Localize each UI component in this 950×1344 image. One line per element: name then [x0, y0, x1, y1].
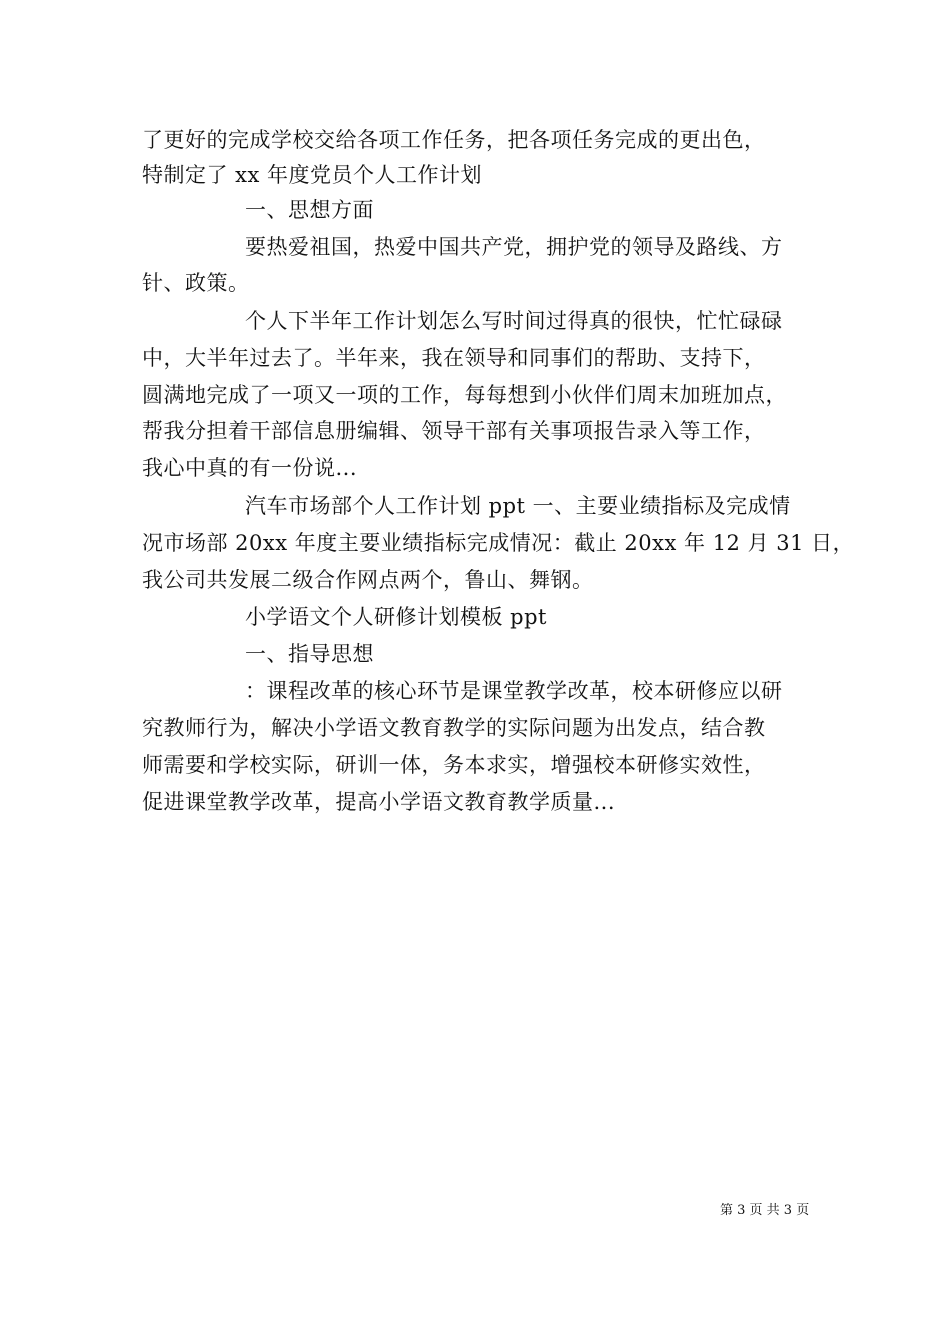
text-line-9: 帮我分担着干部信息册编辑、领导干部有关事项报告录入等工作， — [142, 419, 766, 443]
section-title-study-plan: 小学语文个人研修计划模板 ppt — [245, 605, 547, 629]
text-line-6: 个人下半年工作计划怎么写时间过得真的很快，忙忙碌碌 — [245, 309, 783, 333]
text-line-5: 针、政策。 — [142, 271, 250, 295]
text-line-4: 要热爱祖国，热爱中国共产党，拥护党的领导及路线、方 — [245, 235, 783, 259]
section-heading-thought: 一、思想方面 — [245, 198, 374, 222]
text-line-17: 究教师行为，解决小学语文教育教学的实际问题为出发点，结合教 — [142, 716, 766, 740]
page-number-footer: 第 3 页 共 3 页 — [720, 1203, 810, 1218]
text-line-11: 汽车市场部个人工作计划 ppt 一、主要业绩指标及完成情 — [245, 494, 791, 518]
text-line-18: 师需要和学校实际，研训一体，务本求实，增强校本研修实效性， — [142, 753, 766, 777]
text-line-13: 我公司共发展二级合作网点两个，鲁山、舞钢。 — [142, 568, 594, 592]
text-line-2: 特制定了 xx 年度党员个人工作计划 — [142, 163, 483, 187]
text-line-12: 况市场部 20xx 年度主要业绩指标完成情况：截止 20xx 年 12 月 31 日， — [142, 531, 855, 555]
text-line-16: ：课程改革的核心环节是课堂教学改革，校本研修应以研 — [245, 679, 783, 703]
text-line-19: 促进课堂教学改革，提高小学语文教育教学质量... — [142, 790, 616, 814]
text-line-1: 了更好的完成学校交给各项工作任务，把各项任务完成的更出色， — [142, 128, 766, 152]
text-line-8: 圆满地完成了一项又一项的工作，每每想到小伙伴们周末加班加点， — [142, 383, 787, 407]
section-heading-guiding: 一、指导思想 — [245, 642, 374, 666]
text-line-7: 中，大半年过去了。半年来，我在领导和同事们的帮助、支持下， — [142, 346, 766, 370]
text-line-10: 我心中真的有一份说... — [142, 456, 358, 480]
